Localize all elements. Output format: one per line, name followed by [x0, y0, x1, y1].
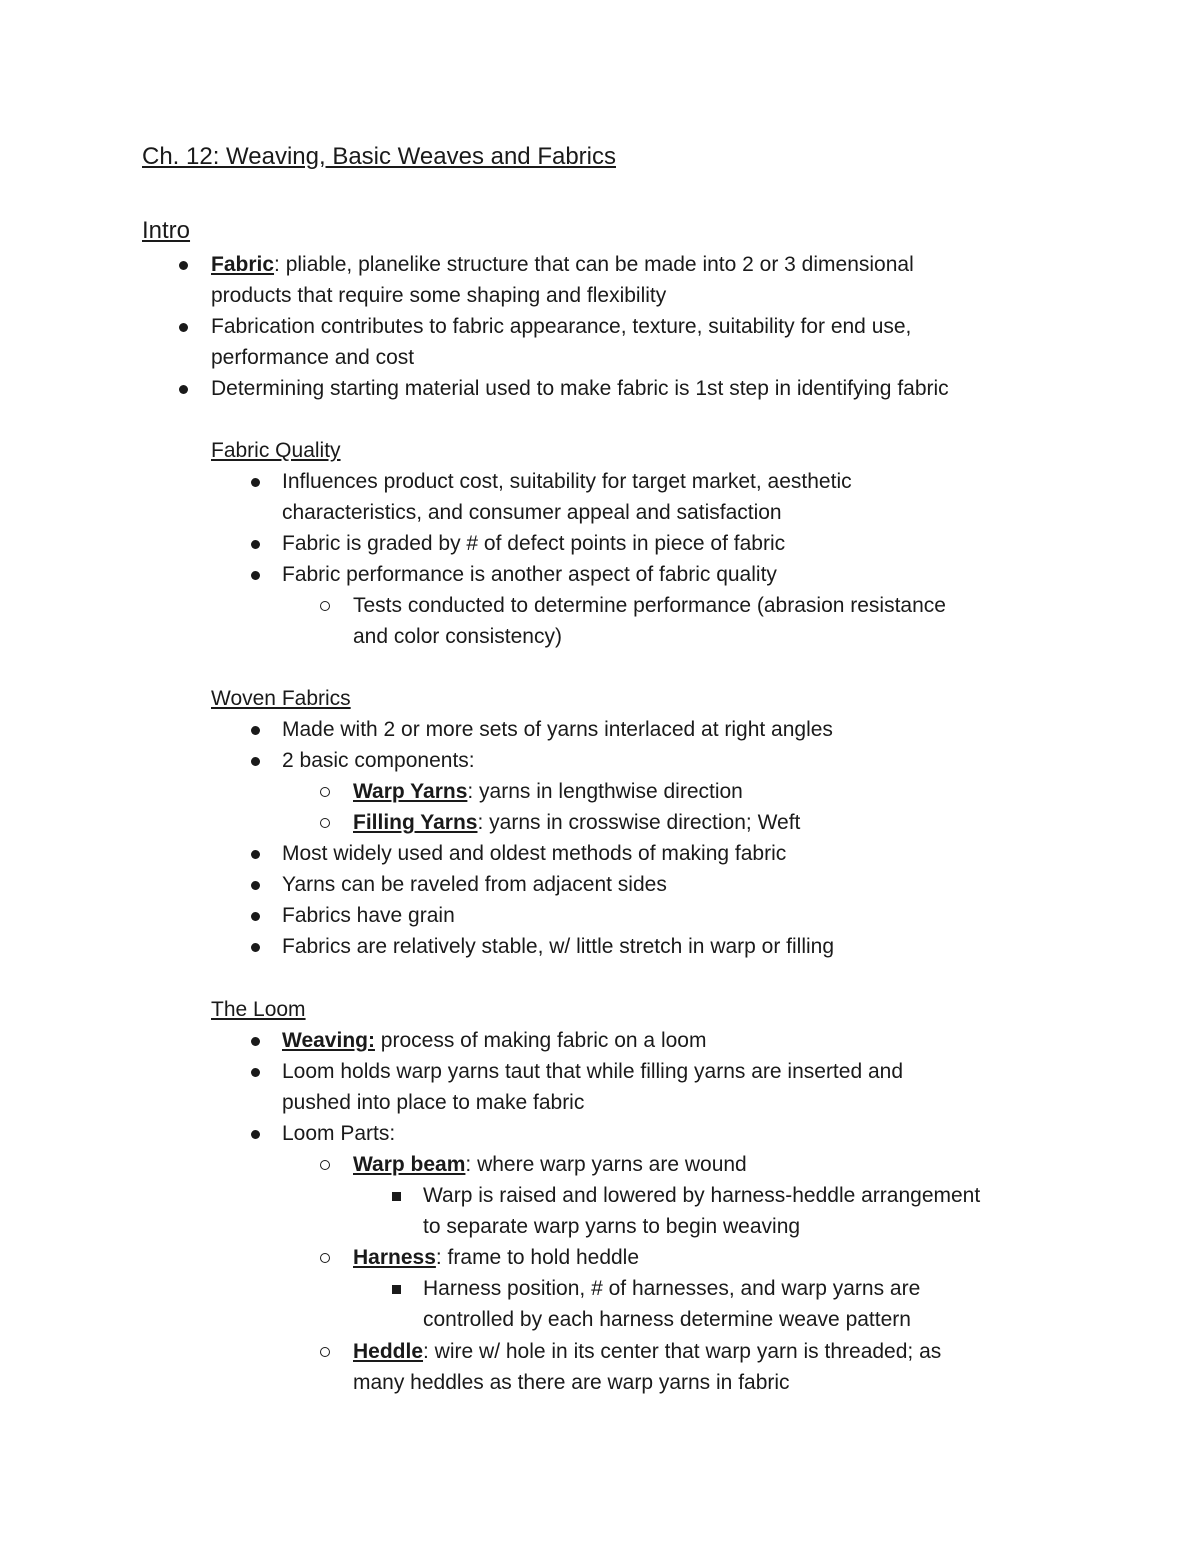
term-fabric: Fabric	[211, 253, 275, 276]
bullet-circle-icon	[315, 807, 335, 828]
term-warp-beam: Warp beam	[353, 1153, 466, 1176]
list-item-continuation: products that require some shaping and flexibility	[211, 284, 667, 307]
page-title: Ch. 12: Weaving, Basic Weaves and Fabrics	[142, 143, 616, 170]
bullet-circle-icon	[315, 1336, 335, 1357]
term-filling-yarns: Filling Yarns	[353, 811, 478, 834]
definition-text: : pliable, planelike structure that can be made into 2 or 3 dimensional	[274, 253, 914, 276]
list-item-warp-yarns	[353, 776, 743, 807]
bullet-dot-icon	[173, 311, 193, 332]
bullet-dot-icon	[245, 466, 265, 487]
definition-text: : frame to hold heddle	[435, 1246, 640, 1269]
list-item-influences: Influences product cost, suitability for target market, aesthetic	[282, 470, 852, 493]
list-item-continuation: to separate warp yarns to begin weaving	[423, 1215, 801, 1238]
list-item-harness-position: Harness position, # of harnesses, and warp yarns are	[423, 1277, 921, 1300]
list-item-parts: Loom Parts:	[282, 1122, 396, 1145]
bullet-dot-icon	[245, 931, 265, 952]
list-item-continuation: and color consistency)	[353, 625, 562, 648]
list-item-tests: Tests conducted to determine performance (abrasion resistance	[353, 594, 946, 617]
list-item-continuation: performance and cost	[211, 346, 415, 369]
list-item-components: 2 basic components:	[282, 749, 475, 772]
bullet-circle-icon	[315, 1242, 335, 1263]
bullet-dot-icon	[245, 528, 265, 549]
list-item-filling-yarns	[353, 807, 800, 838]
list-item-continuation: pushed into place to make fabric	[282, 1091, 585, 1114]
term-harness: Harness	[353, 1246, 436, 1269]
bullet-dot-icon	[245, 838, 265, 859]
list-item-performance: Fabric performance is another aspect of fabric quality	[282, 563, 777, 586]
bullet-dot-icon	[245, 1056, 265, 1077]
bullet-dot-icon	[245, 1025, 265, 1046]
term-weaving: Weaving:	[282, 1029, 375, 1052]
list-item-made-with: Made with 2 or more sets of yarns interlaced at right angles	[282, 718, 833, 741]
section-heading-intro: Intro	[142, 217, 191, 244]
list-item-fabric	[211, 249, 914, 280]
list-item-determining: Determining starting material used to make fabric is 1st step in identifying fabric	[211, 377, 949, 400]
definition-text: : yarns in crosswise direction; Weft	[477, 811, 801, 834]
list-item-weaving	[282, 1025, 706, 1056]
list-item-continuation: characteristics, and consumer appeal and satisfaction	[282, 501, 782, 524]
definition-text: process of making fabric on a loom	[374, 1029, 707, 1052]
bullet-dot-icon	[245, 1118, 265, 1139]
subsection-heading-quality: Fabric Quality	[211, 439, 341, 462]
bullet-circle-icon	[315, 590, 335, 611]
definition-text: : where warp yarns are wound	[465, 1153, 747, 1176]
list-item-stable: Fabrics are relatively stable, w/ little stretch in warp or filling	[282, 935, 835, 958]
subsection-heading-woven: Woven Fabrics	[211, 687, 351, 710]
bullet-square-icon	[386, 1180, 406, 1201]
list-item-continuation: many heddles as there are warp yarns in fabric	[353, 1371, 790, 1394]
list-item-oldest: Most widely used and oldest methods of making fabric	[282, 842, 787, 865]
bullet-dot-icon	[173, 249, 193, 270]
list-item-heddle	[353, 1336, 941, 1367]
list-item-harness	[353, 1242, 639, 1273]
list-item-graded: Fabric is graded by # of defect points in piece of fabric	[282, 532, 786, 555]
list-item-fabrication: Fabrication contributes to fabric appearance, texture, suitability for end use,	[211, 315, 912, 338]
bullet-dot-icon	[245, 900, 265, 921]
subsection-heading-loom: The Loom	[211, 998, 306, 1021]
bullet-circle-icon	[315, 776, 335, 797]
term-warp-yarns: Warp Yarns	[353, 780, 468, 803]
list-item-holds: Loom holds warp yarns taut that while filling yarns are inserted and	[282, 1060, 903, 1083]
bullet-dot-icon	[173, 373, 193, 394]
list-item-raveled: Yarns can be raveled from adjacent sides	[282, 873, 667, 896]
definition-text: : wire w/ hole in its center that warp yarn is threaded; as	[423, 1340, 942, 1363]
list-item-warp-beam	[353, 1149, 747, 1180]
bullet-dot-icon	[245, 559, 265, 580]
bullet-dot-icon	[245, 869, 265, 890]
bullet-square-icon	[386, 1273, 406, 1294]
bullet-circle-icon	[315, 1149, 335, 1170]
list-item-warp-raised: Warp is raised and lowered by harness-heddle arrangement	[423, 1184, 981, 1207]
definition-text: : yarns in lengthwise direction	[467, 780, 743, 803]
list-item-continuation: controlled by each harness determine weave pattern	[423, 1308, 911, 1331]
term-heddle: Heddle	[353, 1340, 424, 1363]
bullet-dot-icon	[245, 714, 265, 735]
list-item-grain: Fabrics have grain	[282, 904, 455, 927]
bullet-dot-icon	[245, 745, 265, 766]
